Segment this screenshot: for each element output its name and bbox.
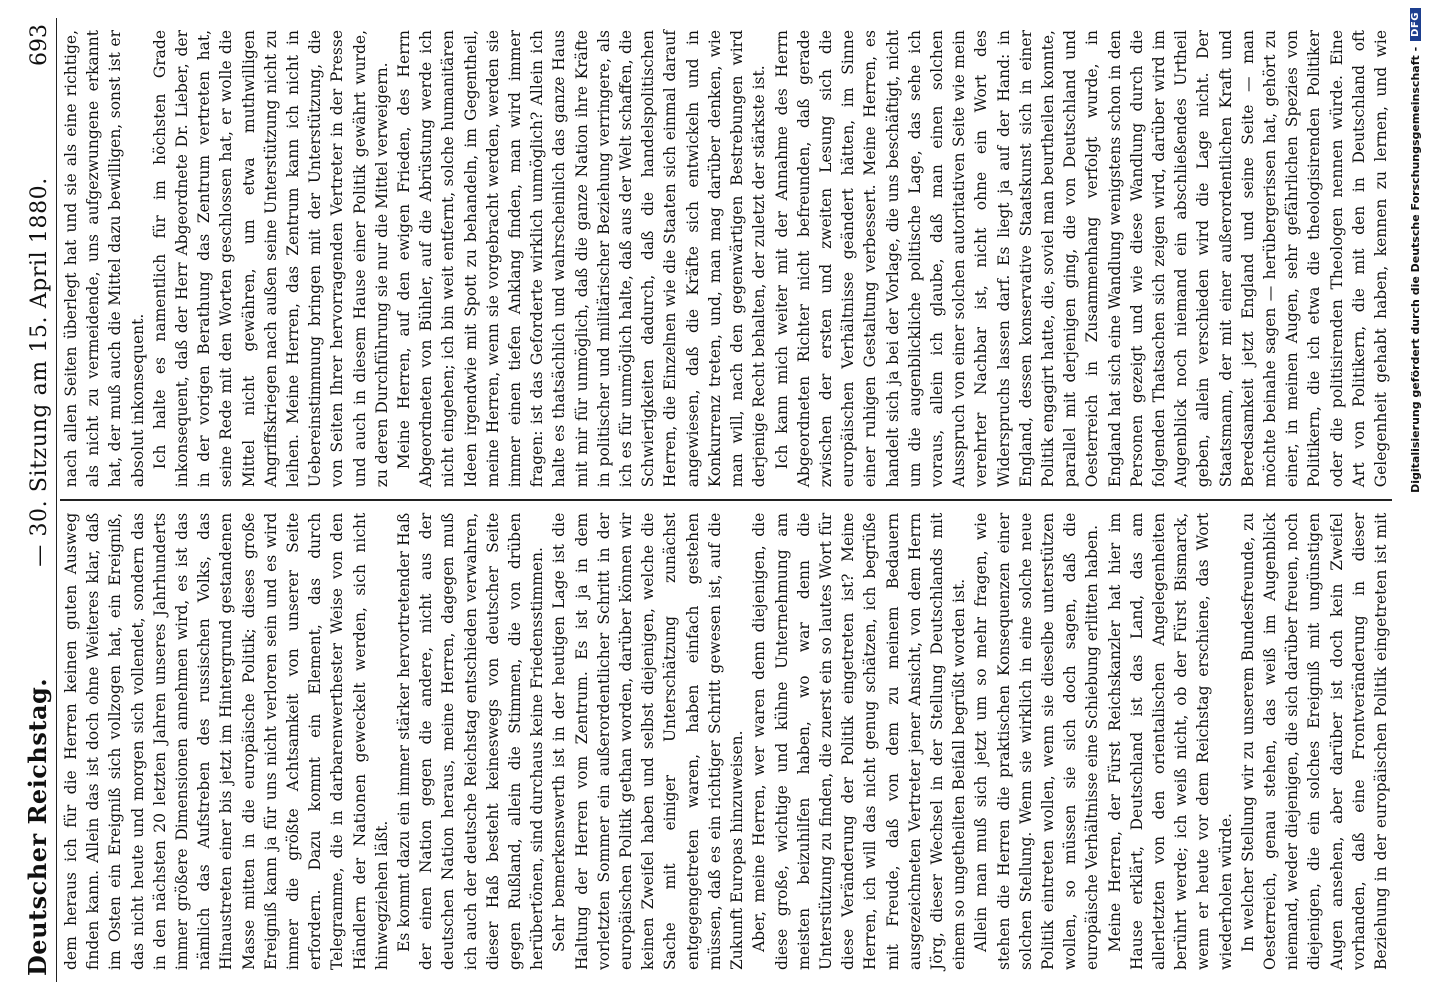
- session-date: — 30. Sitzung am 15. April 1880.: [27, 177, 52, 567]
- paragraph: Meine Herren, auf den ewigen Frieden, des Herrn Abgeordneten von Bühler, auf die Abrüstung werde ich nicht eingehen; ich bin weit entfernt, solche humanitären Ideen irgendwie mit Spott zu behandeln, im Gegentheil, meine Herren, wenn sie vorgebracht werden, werden sie immer einen tiefen Anklang finden, man wird immer fragen: ist das Geforderte wirklich unmöglich? Allein ich halte es thatsächlich und wahrscheinlich das ganze Haus mit mir für unmöglich, daß die ganze Nation ihre Kräfte in politischer und militärischer Beziehung verringere, als ich es für unmöglich halte, daß aus der Welt schaffen, die Schwierigkeiten dadurch, daß die handelspolitischen Herren, die Einzelnen wie die Staaten sich einmal darauf angewiesen, daß die Kräfte sich entwickeln und in Konkurrenz treten, und, man mag darüber denken, wie man will, nach den gegenwärtigen Bestrebungen wird derjenige Recht behalten, der zuletzt der stärkste ist.: [395, 30, 769, 488]
- paragraph: dem heraus ich für die Herren keinen guten Ausweg finden kann. Allein das ist doch ohne Weiteres klar, daß im Osten ein Ereigniß sich vollzogen hat, ein Ereigniß, das nicht heute und morgen sich vollendet, sondern das in den nächsten 20 letzten Jahren unseres Jahrhunderts immer größere Dimensionen annehmen wird, es ist das nämlich das Aufstreben des russischen Volks, das Hinaustreten einer bis jetzt im Hintergrund gestandenen Masse mitten in die europäische Politik; dieses große Ereigniß kann ja für uns nicht verloren sein und es wird immer die größte Achtsamkeit von unserer Seite erfordern. Dazu kommt ein Element, das durch Telegramme, die in darbarenwerthester Weise von den Händlern der Nationen geweckelt werden, sich nicht hinwegziehen läßt.: [62, 512, 391, 970]
- paragraph: Aber, meine Herren, wer waren denn diejenigen, die diese große, wichtige und kühne Unternehmung am meisten beizuhilfen haben, wo war denn die Unterstützung zu finden, die zuerst ein so lautes Wort für diese Veränderung der Politik eingetreten ist? Meine Herren, ich will das nicht genug schätzen, ich begrüße mit Freude, daß von dem zu meinem Bedauern ausgezeichneten Vertreter jener Ansicht, von dem Herrn Jörg, dieser Wechsel in der Stellung Deutschlands mit einem so ungetheilten Beifall begrüßt worden ist.: [750, 512, 969, 970]
- text-column-left: [60, 501, 1392, 982]
- text-column-right: [60, 18, 1392, 499]
- notice-text: Digitalisierung gefördert durch die Deutsche Forschungsgemeinschaft -: [1408, 46, 1422, 493]
- paragraph: Es kommt dazu ein immer stärker hervortretender Haß der einen Nation gegen die andere, nicht aus der deutschen Nation heraus, meine Herren, dagegen muß ich auch der deutsche Reichstag entschieden verwahren, dieser Haß besteht keineswegs von deutscher Seite gegen Rußland, allein die Stimmen, die von drüben herübertönen, sind durchaus keine Friedensstimmen.: [395, 512, 547, 970]
- column-divider: [60, 499, 1392, 501]
- page-number: 693: [27, 24, 52, 67]
- paragraph: Allein man muß sich jetzt um so mehr fragen, wie stehen die Herren die praktischen Konsequenzen einer solchen Stellung. Wenn sie wirklich in eine solche neue Politik eintreten wollen, wenn sie dieselbe unterstützen wollen, so müssen sie sich doch sagen, daß die europäische Verhältnisse eine Schiebung erlitten haben.: [972, 512, 1102, 970]
- paragraph: nach allen Seiten überlegt hat und sie als eine richtige, als nicht zu vermeidende, uns aufgezwungene erkannt hat, der muß auch die Mittel dazu bewilligen, sonst ist er absolut inkonsequent.: [62, 30, 147, 488]
- digitization-notice: [1402, 8, 1428, 988]
- page-header: [12, 18, 57, 982]
- publication-title: Deutscher Reichstag.: [23, 677, 52, 976]
- dfg-logo: DFG: [1410, 8, 1421, 41]
- paragraph: Ich kann mich weiter mit der Annahme des Herrn Abgeordneten Richter nicht befreunden, daß gerade zwischen der ersten und zweiten Lesung sich die europäischen Verhältnisse geändert hätten, im Sinne einer ruhigen Gestaltung verbessert. Meine Herren, es handelt sich ja bei der Vorlage, die uns beschäftigt, nicht um die augenblickliche politische Lage, das sehe ich voraus, allein ich glaube, daß man einen solchen Ausspruch von einer solchen autoritativen Seite wie mein verehrter Nachbar ist, nicht ohne ein Wort des Widerspruchs lassen darf. Es liegt ja auf der Hand: in England, dessen konservative Staatskunst sich in einer Politik engagirt hatte, die, soviel man beurtheilen konnte, parallel mit derjenigen ging, die von Deutschland und Oesterreich in Zusammenhang verfolgt wurde, in England hat sich eine Wandlung wenigstens schon in den Personen gezeigt und wie diese Wandlung durch die folgenden Thatsachen sich zeigen wird, darüber wird im Augenblick noch niemand ein abschließendes Urtheil geben, allein verschieden wird die Lage nicht. Der Staatsmann, der mit einer außerordentlichen Kraft und Beredsamkeit jetzt England und seine Seite — man möchte beinahe sagen — herübergerissen hat, gehört zu einer, in meinen Augen, sehr gefährlichen Spezies von Politikern, die ich etwa die theologisirenden Politiker oder die politisirenden Theologen nennen würde. Eine Art von Politikern, die mit den in Deutschland oft Gelegenheit gehabt haben, kennen zu lernen, und wie: [772, 30, 1390, 488]
- paragraph: In welcher Stellung wir zu unserem Bundesfreunde, zu Oesterreich, genau stehen, das weiß im Augenblick niemand, weder diejenigen, die sich darüber freuen, noch diejenigen, die ein solches Ereigniß mit ungünstigen Augen ansehen, aber darüber ist doch kein Zweifel vorhanden, daß eine Frontveränderung in dieser Beziehung in der europäischen Politik eingetreten ist mit: [1238, 512, 1390, 970]
- text-columns: [60, 18, 1392, 982]
- paragraph: Ich halte es namentlich für im höchsten Grade inkonsequent, daß der Herr Abgeordnete Dr. Lieber, der in der vorigen Berathung das Zentrum vertreten hat, seine Rede mit den Worten geschlossen hat, er wolle die Mittel nicht gewähren, um etwa muthwilligen Angriffskriegen nach außen seine Unterstützung nicht zu leihen. Meine Herren, das Zentrum kann ich nicht in Uebereinstimmung bringen mit der Unterstützung, die von Seiten Ihrer hervorragenden Vertreter in der Presse und auch in diesem Hause einer Politik gewährt wurde, zu deren Durchführung sie nur die Mittel verweigern.: [150, 30, 391, 488]
- paragraph: Sehr bemerkenswerth ist in der heutigen Lage ist die Haltung der Herren vom Zentrum. Es ist ja in dem vorletzten Sommer ein außerordentlicher Schritt in der europäischen Politik gethan worden, darüber können wir keinen Zweifel haben und selbst diejenigen, welche die Sache mit einiger Unterschätzung zunächst entgegengetreten waren, haben einfach gestehen müssen, daß es ein richtiger Schritt gewesen ist, auf die Zukunft Europas hinzuweisen.: [550, 512, 747, 970]
- paragraph: Meine Herren, der Fürst Reichskanzler hat hier im Hause erklärt, Deutschland ist das Land, das am allerletzten von den orientalischen Angelegenheiten berührt werde; ich weiß nicht, ob der Fürst Bismarck, wenn er heute vor dem Reichstag erschiene, das Wort wiederholen würde.: [1105, 512, 1235, 970]
